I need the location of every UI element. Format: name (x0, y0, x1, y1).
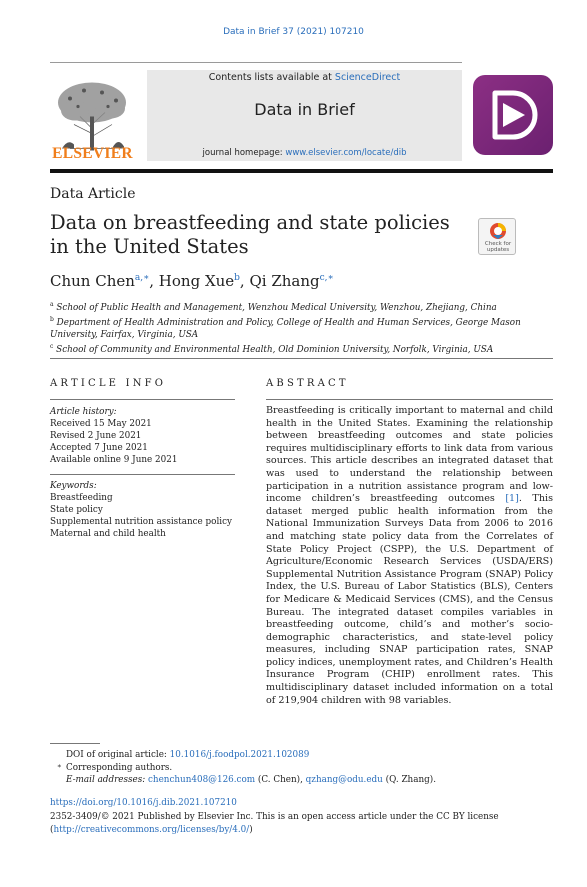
check-updates-icon (489, 222, 507, 240)
keyword-item: Maternal and child health (50, 529, 166, 539)
license-link[interactable]: http://creativecommons.org/licenses/by/4.0/ (53, 824, 250, 835)
abstract-body (266, 405, 553, 707)
license-line (50, 824, 553, 837)
license-open: ( (50, 824, 54, 835)
check-for-updates-badge[interactable] (478, 218, 516, 255)
header-divider (50, 62, 462, 63)
author-sup[interactable]: c,∗ (319, 273, 334, 283)
abstract-rule (266, 399, 553, 400)
reference-link[interactable]: [1] (505, 493, 519, 505)
keyword-item: State policy (50, 505, 103, 515)
abstract-text-part-1: Breastfeeding is critically important to maternal and child health in the United States. Examining the relationship between breastfeeding outcomes and state policies requires multidisciplinary efforts to link data from various sources. This article describes an integrated dataset that was used to understand the relationship between participation in a nutrition assistance program and low-income children’s breastfeeding outcomes (266, 405, 553, 505)
article-type: Data Article (50, 186, 136, 202)
journal-masthead (147, 70, 462, 161)
affiliation-text: School of Public Health and Management, Wenzhou Medical University, Wenzhou, Zhejiang, China (56, 302, 497, 313)
corresponding-note: Corresponding authors. (66, 762, 173, 773)
journal-homepage-link[interactable]: www.elsevier.com/locate/dib (285, 148, 407, 158)
journal-name: Data in Brief (254, 100, 355, 119)
license-close: ) (249, 824, 253, 835)
email-owner-zhang: (Q. Zhang). (382, 775, 436, 785)
abstract-heading: ABSTRACT (266, 378, 349, 389)
doi-label: DOI of original article: (66, 750, 170, 760)
title-line-1: Data on breastfeeding and state policies (50, 211, 450, 234)
article-info-heading: ARTICLE INFO (50, 378, 167, 389)
copyright-line: 2352-3409/© 2021 Published by Elsevier Inc. This is an open access article under the CC BY license (50, 812, 499, 822)
check-updates-label (479, 241, 517, 253)
author-sup[interactable]: b (234, 273, 240, 283)
affiliation-item (50, 299, 553, 314)
article-info-rule (50, 399, 235, 400)
contents-prefix: Contents lists available at (208, 72, 335, 83)
history-received: Received 15 May 2021 (50, 419, 152, 429)
author-sep: , (239, 272, 250, 290)
email-link-zhang[interactable]: qzhang@odu.edu (305, 775, 383, 785)
author-name: Hong Xue (158, 272, 235, 290)
journal-homepage-line (147, 148, 462, 158)
affiliation-item (50, 314, 553, 341)
article-title (50, 211, 450, 259)
section-divider (50, 358, 553, 359)
history-revised: Revised 2 June 2021 (50, 431, 142, 441)
history-label: Article history: (50, 407, 117, 417)
affiliation-list (50, 299, 553, 356)
abstract-text-part-2: . This dataset merged public health information from the National Immunization Surveys Data from 2006 to 2016 and matching state policy data from the Correlates of State Policy Project (CSPP), the U.S. Department of Agriculture/Economic Research Services (USDA/ERS) Supplemental Nutrition Assistance Program (SNAP) Policy Index, the U.S. Bureau of Labor Statistics (BLS), Centers for Medicare & Medicaid Services (CMS), and the Census Bureau. The integrated dataset compiles variables in breastfeeding outcome, child’s and mother’s socio-demographic characteristics, and state-level policy measures, including SNAP participation rates, SNAP policy indices, unemployment rates, and Children’s Health Insurance Program (CHIP) enrollment rates. This multidisciplinary dataset included information on a total of 219,904 children with 98 variables. (266, 493, 553, 706)
email-label: E-mail addresses: (66, 775, 148, 785)
affiliation-mark: c (50, 342, 54, 350)
homepage-prefix: journal homepage: (202, 148, 286, 158)
author-name: Chun Chen (50, 272, 135, 290)
author-list (50, 272, 334, 290)
contents-available-line (147, 72, 462, 83)
keyword-item: Breastfeeding (50, 493, 113, 503)
original-doi-line (66, 749, 436, 762)
author-name: Qi Zhang (249, 272, 320, 290)
keyword-list (50, 480, 232, 540)
check-updates-line-1: Check for (484, 241, 512, 247)
title-line-2: in the United States (50, 235, 249, 258)
keyword-item: Supplemental nutrition assistance policy (50, 517, 232, 527)
footnote-rule (50, 743, 100, 744)
affiliation-mark: b (50, 315, 54, 323)
keywords-rule (50, 474, 235, 475)
email-owner-chen: (C. Chen), (255, 775, 306, 785)
play-d-icon (473, 75, 553, 155)
original-doi-link[interactable]: 10.1016/j.foodpol.2021.102089 (169, 750, 310, 760)
elsevier-wordmark: ELSEVIER (52, 145, 133, 162)
article-history (50, 406, 177, 466)
journal-citation[interactable]: Data in Brief 37 (2021) 107210 (223, 27, 364, 37)
sciencedirect-link[interactable]: ScienceDirect (334, 72, 401, 83)
journal-cover-icon (473, 75, 553, 155)
affiliation-mark: a (50, 301, 54, 308)
keywords-label: Keywords: (50, 481, 97, 491)
history-accepted: Accepted 7 June 2021 (50, 443, 148, 453)
author-sup[interactable]: a,∗ (134, 273, 150, 283)
affiliation-text: School of Community and Environmental Health, Old Dominion University, Norfolk, Virginia, USA (56, 344, 494, 355)
author-sep: , (149, 272, 159, 290)
article-doi-link[interactable]: https://doi.org/10.1016/j.dib.2021.107210 (50, 798, 237, 808)
history-online: Available online 9 June 2021 (50, 455, 178, 465)
check-updates-line-2: updates (486, 247, 510, 253)
affiliation-text: Department of Health Administration and Policy, College of Health and Human Services, George Mason University, Fairfax, Virginia, USA (50, 317, 521, 340)
footnotes (66, 749, 436, 787)
copyright-notice (50, 811, 553, 836)
affiliation-item (50, 341, 553, 356)
email-line (66, 774, 436, 787)
masthead-thick-rule (50, 169, 553, 173)
footnote-star: ∗ (57, 762, 62, 770)
email-link-chen[interactable]: chenchun408@126.com (148, 775, 256, 785)
